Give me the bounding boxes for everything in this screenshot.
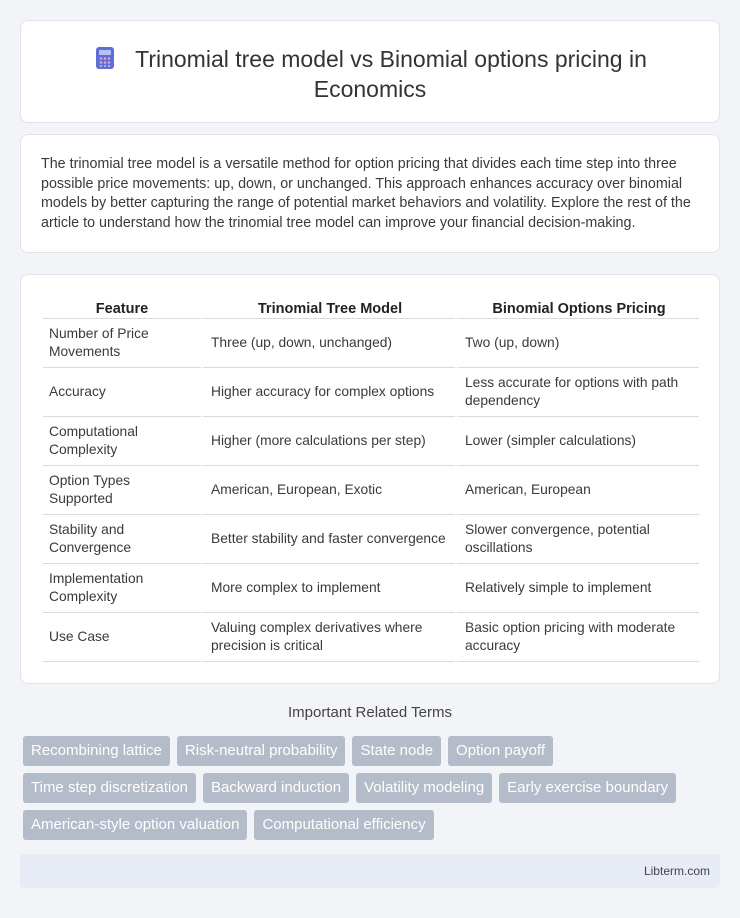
tag-time-step-discretization[interactable]: Time step discretization: [23, 773, 196, 803]
page-title: [21, 44, 719, 104]
calculator-icon: [93, 46, 117, 70]
tag-early-exercise-boundary[interactable]: Early exercise boundary: [499, 773, 676, 803]
table-row: [43, 613, 699, 662]
tag-computational-efficiency[interactable]: Computational efficiency: [254, 810, 433, 840]
comparison-table: [43, 297, 699, 662]
tag-row: [23, 773, 723, 803]
footer-site-link[interactable]: Libterm.com: [643, 864, 710, 878]
tag-volatility-modeling[interactable]: Volatility modeling: [356, 773, 492, 803]
tag-row: [23, 736, 723, 766]
cell-trinomial: Valuing complex derivatives where precision is critical: [201, 613, 455, 662]
table-header-row: [43, 297, 699, 319]
related-terms-heading: Important Related Terms: [288, 704, 452, 721]
cell-feature: Use Case: [43, 613, 201, 662]
cell-binomial: Slower convergence, potential oscillations: [455, 515, 699, 564]
comparison-card: [20, 274, 720, 684]
cell-trinomial: Better stability and faster convergence: [201, 515, 455, 564]
intro-card: [20, 134, 720, 253]
table-row: [43, 319, 699, 368]
cell-binomial: Less accurate for options with path dependency: [455, 368, 699, 417]
tag-row: [23, 810, 723, 840]
cell-binomial: Relatively simple to implement: [455, 564, 699, 613]
cell-feature: Option Types Supported: [43, 466, 201, 515]
cell-trinomial: Three (up, down, unchanged): [201, 319, 455, 368]
table-row: [43, 515, 699, 564]
footer: [20, 854, 720, 888]
cell-binomial: American, European: [455, 466, 699, 515]
table-row: [43, 368, 699, 417]
intro-paragraph: The trinomial tree model is a versatile method for option pricing that divides each time step into three possible price movements: up, down, or unchanged. This approach enhances accuracy over binomial models by better capturing the range of potential market behaviors and volatility. Explore the rest of the article to understand how the trinomial tree model can improve your financial decision-making.: [41, 156, 691, 231]
cell-binomial: Lower (simpler calculations): [455, 417, 699, 466]
cell-feature: Accuracy: [43, 368, 201, 417]
tag-american-style-option-valuation[interactable]: American-style option valuation: [23, 810, 247, 840]
page-title-text: Trinomial tree model vs Binomial options pricing in Economics: [135, 46, 647, 102]
table-row: [43, 564, 699, 613]
cell-binomial: Basic option pricing with moderate accuracy: [455, 613, 699, 662]
tag-option-payoff[interactable]: Option payoff: [448, 736, 553, 766]
cell-trinomial: American, European, Exotic: [201, 466, 455, 515]
header-feature: Feature: [43, 297, 201, 319]
cell-trinomial: Higher accuracy for complex options: [201, 368, 455, 417]
related-terms-list: [23, 736, 723, 847]
cell-trinomial: Higher (more calculations per step): [201, 417, 455, 466]
table-row: [43, 417, 699, 466]
title-card: [20, 20, 720, 123]
cell-feature: Implementation Complexity: [43, 564, 201, 613]
table-row: [43, 466, 699, 515]
tag-risk-neutral-probability[interactable]: Risk-neutral probability: [177, 736, 346, 766]
cell-feature: Stability and Convergence: [43, 515, 201, 564]
tag-state-node[interactable]: State node: [352, 736, 441, 766]
cell-feature: Computational Complexity: [43, 417, 201, 466]
header-trinomial: Trinomial Tree Model: [201, 297, 455, 319]
cell-binomial: Two (up, down): [455, 319, 699, 368]
cell-feature: Number of Price Movements: [43, 319, 201, 368]
tag-recombining-lattice[interactable]: Recombining lattice: [23, 736, 170, 766]
header-binomial: Binomial Options Pricing: [455, 297, 699, 319]
tag-backward-induction[interactable]: Backward induction: [203, 773, 349, 803]
cell-trinomial: More complex to implement: [201, 564, 455, 613]
